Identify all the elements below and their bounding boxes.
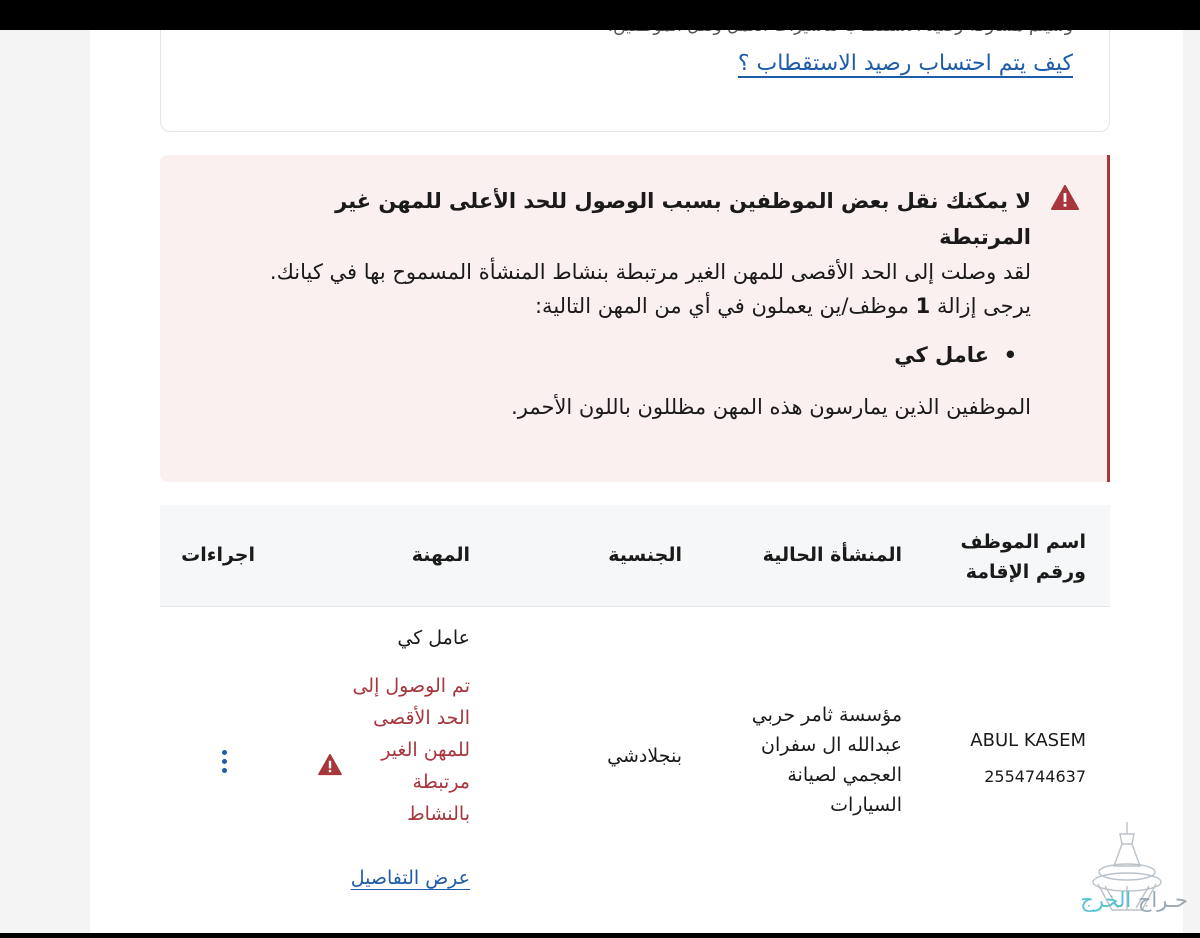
occupation-limit-alert <box>160 155 1110 482</box>
alert-body-text-end: موظف/ين يعملون في أي من المهن التالية: <box>534 294 916 318</box>
alert-footer-note: الموظفين الذين يمارسون هذه المهن مظللون باللون الأحمر. <box>511 395 1031 419</box>
employees-table <box>160 505 1110 935</box>
header-nationality: الجنسية <box>608 544 682 566</box>
header-current-establishment: المنشأة الحالية <box>762 544 902 566</box>
bottom-status-bar <box>0 933 1200 938</box>
alert-title: لا يمكنك نقل بعض الموظفين بسبب الوصول للحد الأعلى للمهن غير المرتبطة <box>335 189 1031 249</box>
employee-count: 1 <box>915 294 931 318</box>
current-establishment: مؤسسة ثامر حربي عبدالله ال سفران العجمي لصيانة السيارات <box>751 704 902 816</box>
header-actions: اجراءات <box>181 544 255 566</box>
warning-triangle-icon <box>1051 185 1079 211</box>
top-status-bar <box>0 0 1200 30</box>
occupation-list-item: • عامل كي <box>894 343 1017 367</box>
table-header <box>160 505 1110 607</box>
watermark-word-kharj: الخرج <box>1080 888 1132 912</box>
watermark-text <box>1080 888 1188 912</box>
how-balance-calculated-link[interactable]: كيف يتم احتساب رصيد الاستقطاب ؟ <box>737 51 1073 76</box>
employee-occupation: عامل كي <box>397 627 470 649</box>
occupation-list <box>894 343 1017 367</box>
row-actions-menu-icon[interactable] <box>218 750 230 776</box>
warning-triangle-icon <box>318 754 342 776</box>
view-details-link[interactable]: عرض التفاصيل <box>350 867 470 889</box>
occupation-limit-warning <box>300 670 470 860</box>
employee-nationality: بنجلادشي <box>607 745 682 767</box>
watermark-word-haraj: حـراج <box>1137 888 1188 912</box>
alert-body-text: لقد وصلت إلى الحد الأقصى للمهن الغير مرتبطة بنشاط المنشأة المسموح بها في كيانك. يرجى إزالة <box>269 260 1031 318</box>
header-occupation: المهنة <box>411 544 470 566</box>
header-employee-name: اسم الموظف ورقم الإقامة <box>960 531 1086 583</box>
employee-iqama-number: 2554744637 <box>984 767 1086 786</box>
occupation-warning-text: تم الوصول إلى الحد الأقصى للمهن الغير مرتبطة بالنشاط <box>352 675 470 825</box>
alert-body <box>231 255 1031 323</box>
employee-name: ABUL KASEM <box>970 730 1086 751</box>
